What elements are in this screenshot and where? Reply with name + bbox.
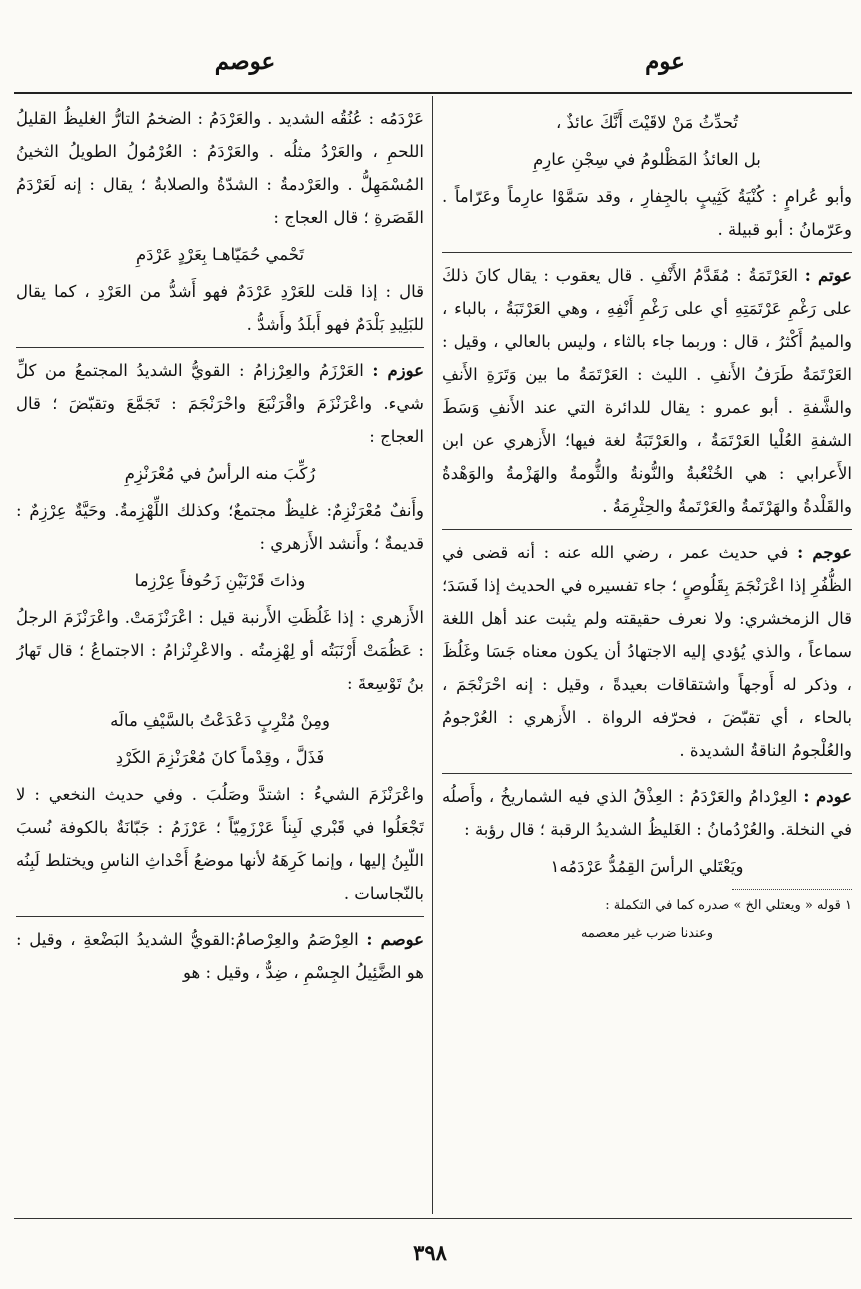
headword: عودم : <box>803 787 852 806</box>
entry-separator <box>16 916 424 917</box>
verse-line: فَذَلَّ ، وقِدْماً كانَ مُعْرَنْزِمَ الكَرْدِ <box>115 748 325 767</box>
footnote: وعندنا ضرب غير معصمه <box>580 926 714 941</box>
entry-separator <box>442 773 852 774</box>
paragraph: الأَزهري : إذا غَلُظَتِ الأَرنبة قيل : اعْرَنْزَمَتْ. واعْرَنْزَمَ الرجلُ : عَظُمَتْ أَرْنَبَتُه أو لِهْزِمتُه . والاعْرِنْزامُ : الاجتماعُ ؛ قال تَهارُ بنُ تَوْسِعةَ : <box>16 608 424 693</box>
column-divider <box>432 96 433 1214</box>
headword: عوزم : <box>372 361 424 380</box>
entry-separator <box>16 347 424 348</box>
verse-line: بل العائذُ المَظْلومُ في سِجْنِ عارِمِ <box>533 150 761 169</box>
paragraph: وأَنفٌ مُعْرَنْزِمٌ: غليظٌ مجتمعٌ؛ وكذلك اللِّهْزِمةُ. وحَيَّةٌ عِرْزِمٌ : قديمةٌ ؛ وأَنشد الأَزهري : <box>16 501 424 553</box>
paragraph: واعْرَنْزَمَ الشيءُ : اشتدَّ وصَلُبَ . وفي حديث النخعي : لا تَجْعَلُوا في قَبْري لَبِناً عَرْزَمِيّاً ؛ عَرْزَمُ : جَبّانَةٌ بالكوفة نُسبَ اللّبِنُ إليها ، وإنما كَرِهَهُ لأنها موضعُ أَحْداثِ الناسِ ويختلط لَبِنُه بالنّجاسات . <box>16 785 424 903</box>
entry-text: العِرْدامُ والعَرْدَمُ : العِذْقُ الذي فيه الشماريخُ ، وأَصلُه في النخلة. والعُرْدُمانُ : الغَليظُ الشديدُ الرقبة ؛ قال رؤبة : <box>442 787 852 839</box>
entry-separator <box>442 529 852 530</box>
verse-line: تُحدِّثُ مَنْ لاقَيْتَ أَنَّكَ عائذٌ ، <box>555 113 739 132</box>
entry-text: العِرْصَمُ والعِرْصامُ:القويُّ الشديدُ البَضْعةِ ، وقيل : هو الضَّئِيلُ الجِسْمِ ، ضِدٌّ ، وقيل : هو <box>16 930 424 982</box>
footnote-separator <box>732 889 852 890</box>
entry-text: العَرْتَمَةُ : مُقَدَّمُ الأَنْفِ . قال يعقوب : يقال كانَ ذلكَ على رَغْمِ عَرْتَمَتِهِ أي على رَغْمِ أَنْفِهِ ، وهي العَرْتَبَةُ ، بالباء ، والميمُ أَكْثرُ ، قال : وربما جاء بالثاء ، وليس بالعالي ، وقيل : العَرْتَمَةُ طَرَفُ الأَنفِ . الليث : العَرْتَمَةُ ما بين وَتَرَةِ الأَنفِ والشَّفةِ . أبو عمرو : يقال للدائرة التي عند الأَنفِ وَسَطَ الشفةِ العُلْيا العَرْتَمَةُ ، والعَرْتَبَةُ لغة فيها؛ الأَزهري عن ابن الأَعرابي : هي الخُنْعُبةُ والنُّونةُ والثُّومةُ والهَزْمةُ والوَهْدةُ والقَلْدةُ والهَرْتَمةُ والعَرْتَمةُ والحِثْرِمَةُ . <box>442 266 852 516</box>
verse-line: ويَعْتَلي الرأسَ القِمُدُّ عَرْدَمُه١ <box>550 857 744 876</box>
entry-text: العَرْزَمُ والعِرْزامُ : القويُّ الشديدُ المجتمعُ من كلِّ شيء. واعْرَنْزَمَ واقْرَنْبَعَ واحْرَنْجَمَ : تَجَمَّعَ وتقبّضَ ؛ قال العجاج : <box>16 361 424 446</box>
entry-atm <box>442 259 852 523</box>
entry-text: في حديث عمر ، رضي الله عنه : أنه قضى في الظُّفُرِ إذا اعْرَنْجَمَ بِقَلُوصٍ ؛ جاء تفسيره في الحديث إذا فَسَدَ؛ قال الزمخشري: ولا نعرف حقيقته ولم يثبت عند أهل اللغة سماعاً ، والذي يُؤدي إليه الاجتهادُ أن يكون معناه جَسَا وغَلُظَ ، وذكر له أَوجهاً واشتقاقات بعيدةً ، وقيل : إنه احْرَنْجَمَ ، بالحاء ، أي تقبّضَ ، فحرّفه الرواة . الأَزهري : العُرْجومُ والعُلْجومُ الناقةُ الشديدة . <box>442 543 852 760</box>
entry-adm <box>442 780 852 846</box>
entry-asm <box>16 923 424 989</box>
header-rule <box>14 92 852 94</box>
left-column-header: عوصم <box>214 48 276 75</box>
headword: عوجم : <box>797 543 852 562</box>
headword: عوصم : <box>366 930 424 949</box>
paragraph: عَرْدَمُه : عُنُقُه الشديد . والعَرْدَمُ : الضخمُ التارُّ الغليظُ القليلُ اللحمِ ، والعَرْدُ مثلُه . والعَرْدَمُ : العُرْمُولُ الطويلُ الثخينُ المُسْمَهِلُّ . والعَرْدمةُ : الشدّةُ والصلابةُ ؛ يقال : إنه لَعَرْدَمُ القَصَرةِ ؛ قال العجاج : <box>16 109 424 227</box>
verse-line: وذاتَ قَرْنَيْنِ زَحُوفاً عِرْزِما <box>134 571 306 590</box>
verse-line: رُكِّبَ منه الرأسُ في مُعْرَنْزِمِ <box>124 464 316 483</box>
footer-rule <box>14 1218 852 1219</box>
verse-line: ومِنْ مُتْرِبٍ دَعْدَعْتُ بالسَّيْفِ مالَه <box>110 711 330 730</box>
entry-azm <box>16 354 424 453</box>
entry-separator <box>442 252 852 253</box>
right-column-header: عوم <box>645 48 685 75</box>
page-number: ٣٩٨ <box>413 1240 447 1265</box>
verse-line: تَحْمي حُمَيّاهـا بِعَرْدٍ عَرْدَمِ <box>135 245 305 264</box>
paragraph: وأبو عُرامٍ : كُنْيَةُ كَثِيبٍ بالجِفارِ ، وقد سَمَّوْا عارِماً وعَرّاماً . وعَرّمانُ : أبو قبيلة . <box>442 187 852 239</box>
right-column <box>442 102 852 1212</box>
paragraph: قال : إذا قلت للعَرْدِ عَرْدَمٌ فهو أَشدُّ من العَرْدِ ، كما يقال للبَلِيدِ بَلْدَمٌ فهو أَبلَدُ وأَشدُّ . <box>16 282 424 334</box>
entry-ajm <box>442 536 852 767</box>
footnote: ١ قوله « ويعتلي الخ » صدره كما في التكملة : <box>605 898 852 913</box>
left-column <box>16 102 424 1212</box>
headword: عوتم : <box>804 266 852 285</box>
